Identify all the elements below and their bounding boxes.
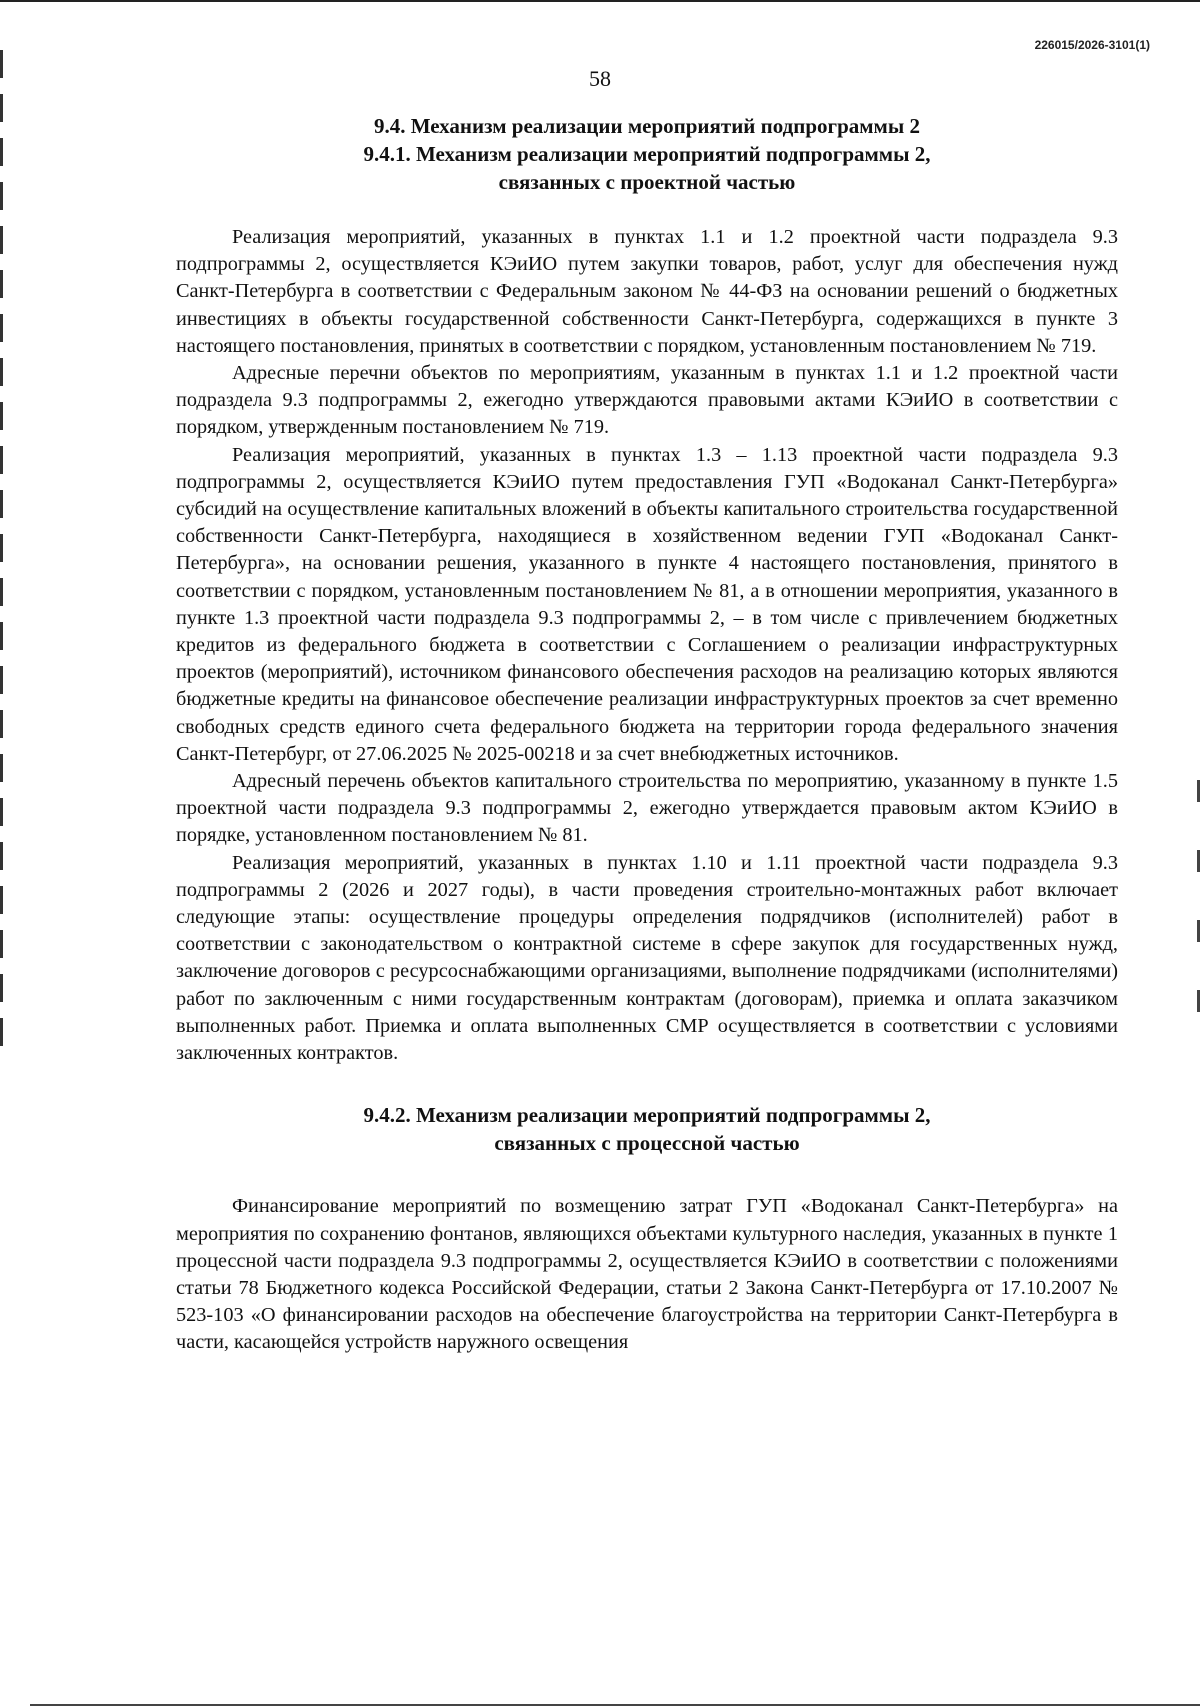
heading-line: связанных с проектной частью — [498, 170, 796, 194]
paragraph: Финансирование мероприятий по возмещению затрат ГУП «Водоканал Санкт-Петербурга» на мероприятия по сохранению фонтанов, являющихся объектами культурного наследия, указанных в пункте 1 процессной части подраздела 9.3 подпрограммы 2, осуществляется КЭиИО в соответствии с положениями статьи 78 Бюджетного кодекса Российской Федерации, статьи 2 Закона Санкт-Петербурга от 17.10.2007 № 523-103 «О финансировании расходов на обеспечение благоустройства на территории Санкт-Петербурга в части, касающейся устройств наружного освещения — [176, 1195, 1118, 1354]
document-body — [176, 112, 1118, 1357]
heading-line: 9.4.2. Механизм реализации мероприятий подпрограммы 2, — [363, 1103, 931, 1128]
paragraph: Реализация мероприятий, указанных в пунктах 1.3 – 1.13 проектной части подраздела 9.3 подпрограммы 2, осуществляется КЭиИО путем предоставления ГУП «Водоканал Санкт-Петербурга» субсидий на осуществление капитальных вложений в объекты капитального строительства государственной собственности Санкт-Петербурга, находящиеся в хозяйственном ведении ГУП «Водоканал Санкт-Петербурга», на основании решения, указанного в пункте 4 настоящего постановления, принятого в соответствии с порядком, установленным постановлением № 81, а в отношении мероприятия, указанного в пункте 1.3 проектной части подраздела 9.3 подпрограммы 2, – в том числе с привлечением бюджетных кредитов из федерального бюджета в соответствии с Соглашением о реализации инфраструктурных проектов (мероприятий), источником финансового обеспечения расходов на реализацию которых являются бюджетные кредиты на финансовое обеспечение реализации инфраструктурных проектов за счет временно свободных средств единого счета федерального бюджета на территории города федерального значения Санкт-Петербург, от 27.06.2025 № 2025-00218 и за счет внебюджетных источников. — [176, 443, 1118, 765]
section-heading-9-4-2 — [176, 1101, 1118, 1157]
section-heading-9-4 — [176, 112, 1118, 196]
heading-line: связанных с процессной частью — [494, 1131, 800, 1156]
page-number: 58 — [589, 66, 611, 91]
paragraph: Реализация мероприятий, указанных в пунктах 1.10 и 1.11 проектной части подраздела 9.3 подпрограммы 2 (2026 и 2027 годы), в части проведения строительно-монтажных работ включает следующие этапы: осуществление процедуры определения подрядчиков (исполнителей) работ в соответствии с законодательством о контрактной системе в сфере закупок для государственных нужд, заключение договоров с ресурсоснабжающими организациями, выполнение подрядчиками (исполнителями) работ по заключенным с ними государственным контрактам (договорам), приемка и оплата заказчиком выполненных работ. Приемка и оплата выполненных СМР осуществляется в соответствии с условиями заключенных контрактов. — [176, 851, 1118, 1065]
scan-left-edge-marks — [0, 50, 3, 1050]
paragraph: Адресный перечень объектов капитального строительства по мероприятию, указанному в пункте 1.5 проектной части подраздела 9.3 подпрограммы 2, ежегодно утверждается правовым актом КЭиИО в порядке, установленном постановлением № 81. — [176, 770, 1118, 847]
paragraph: Адресные перечни объектов по мероприятиям, указанным в пунктах 1.1 и 1.2 проектной части подраздела 9.3 подпрограммы 2, ежегодно утверждаются правовыми актами КЭиИО в соответствии с порядком, утвержденным постановлением № 719. — [176, 362, 1118, 439]
heading-line: 9.4. Механизм реализации мероприятий подпрограммы 2 — [373, 114, 921, 138]
heading-line: 9.4.1. Механизм реализации мероприятий подпрограммы 2, — [363, 142, 931, 166]
scan-top-border — [0, 0, 1200, 2]
paragraph: Реализация мероприятий, указанных в пунктах 1.1 и 1.2 проектной части подраздела 9.3 подпрограммы 2, осуществляется КЭиИО путем закупки товаров, работ, услуг для обеспечения нужд Санкт-Петербурга в соответствии с Федеральным законом № 44-ФЗ на основании решений о бюджетных инвестициях в объекты государственной собственности Санкт-Петербурга, содержащихся в пункте 3 настоящего постановления, принятых в соответствии с порядком, установленным постановлением № 719. — [176, 226, 1118, 357]
document-registration-number: 226015/2026-3101(1) — [1034, 38, 1150, 52]
